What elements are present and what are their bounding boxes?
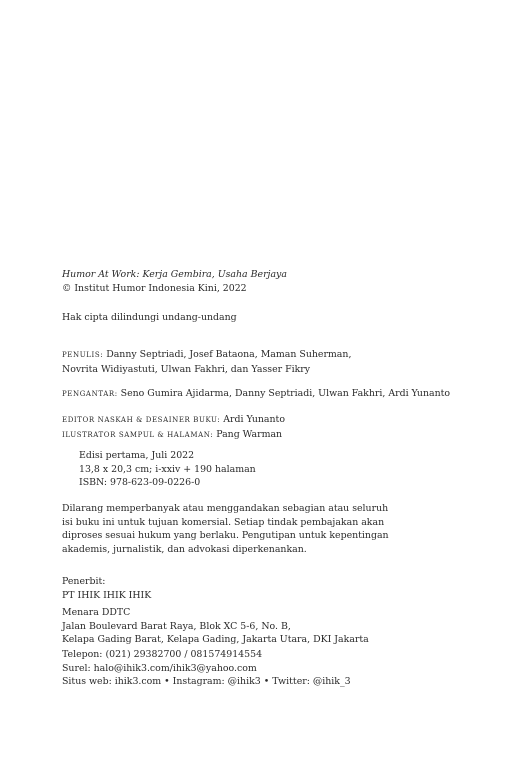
illustrator-label: ILUSTRATOR SAMPUL & HALAMAN: xyxy=(62,430,214,439)
foreword-names: Seno Gumira Ajidarma, Danny Septriadi, Ulwan Fakhri, Ardi Yunanto xyxy=(120,388,451,399)
contacts-block xyxy=(62,648,482,689)
editor-name: Ardi Yunanto xyxy=(223,414,285,425)
isbn-line: ISBN: 978-623-09-0226-0 xyxy=(79,477,201,489)
title-block xyxy=(62,268,482,295)
edition-line: Edisi pertama, Juli 2022 xyxy=(79,450,195,461)
publisher-name: PT IHIK IHIK IHIK xyxy=(62,589,152,601)
rights-line: Hak cipta dilindungi undang-undang xyxy=(62,312,237,323)
illustrator-line xyxy=(62,428,482,443)
editor-label: EDITOR NASKAH & DESAINER BUKU: xyxy=(62,416,221,424)
authors-line-1 xyxy=(62,348,482,363)
authors-block xyxy=(62,348,482,376)
illustrator-name: Pang Warman xyxy=(216,428,283,440)
book-title: Humor At Work: Kerja Gembira, Usaha Berjaya xyxy=(62,269,287,280)
address-line: Kelapa Gading Barat, Kelapa Gading, Jakarta Utara, DKI Jakarta xyxy=(62,634,369,646)
foreword-label: PENGANTAR: xyxy=(62,390,118,398)
publisher-label: Penerbit: xyxy=(62,576,106,587)
notice-line: diproses sesuai hukum yang berlaku. Pengutipan untuk kepentingan xyxy=(62,530,389,542)
dimensions-line: 13,8 x 20,3 cm; i-xxiv + 190 halaman xyxy=(79,463,256,475)
authors-line-2: Novrita Widiyastuti, Ulwan Fakhri, dan Yasser Fikry xyxy=(62,363,311,375)
notice-line: Dilarang memperbanyak atau menggandakan sebagian atau seluruh xyxy=(62,503,389,514)
address-block xyxy=(62,606,482,647)
authors-label: PENULIS: xyxy=(62,351,104,359)
foreword-line xyxy=(62,387,482,402)
editor-line xyxy=(62,413,482,428)
copyright-line: © Institut Humor Indonesia Kini, 2022 xyxy=(62,282,247,294)
notice-block xyxy=(62,502,482,556)
authors-names-1: Danny Septriadi, Josef Bataona, Maman Suherman, xyxy=(106,349,352,360)
credits-block xyxy=(62,413,482,442)
foreword-block xyxy=(62,387,482,402)
address-line: Jalan Boulevard Barat Raya, Blok XC 5-6, No. B, xyxy=(62,620,291,632)
phone-line: Telepon: (021) 29382700 / 081574914554 xyxy=(62,649,263,660)
edition-block xyxy=(62,449,499,490)
notice-line: akademis, jurnalistik, dan advokasi diperkenankan. xyxy=(62,543,307,555)
publisher-block xyxy=(62,575,482,602)
address-line: Menara DDTC xyxy=(62,607,131,618)
email-line: Surel: halo@ihik3.com/ihik3@yahoo.com xyxy=(62,662,257,674)
rights-block xyxy=(62,311,482,325)
notice-line: isi buku ini untuk tujuan komersial. Setiap tindak pembajakan akan xyxy=(62,516,385,528)
social-line: Situs web: ihik3.com • Instagram: @ihik3 • Twitter: @ihik_3 xyxy=(62,676,351,688)
